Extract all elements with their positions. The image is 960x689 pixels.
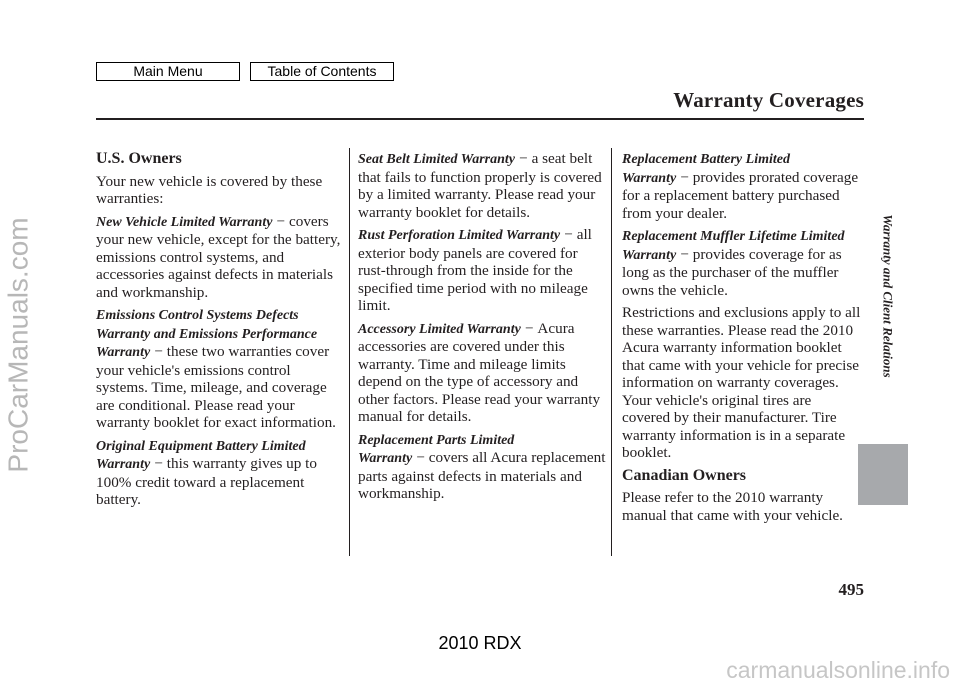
warranty-description: a seat belt that fails to function properly is covered by a limited warranty. Please read your warranty booklet for details.	[358, 150, 602, 221]
paragraph: Your new vehicle is covered by these warranties:	[96, 172, 323, 207]
warranty-item	[96, 437, 342, 509]
warranty-item	[358, 431, 606, 503]
warranty-term: Replacement Muffler Lifetime Limited Warranty	[622, 229, 845, 263]
section-heading-us-owners: U.S. Owners	[96, 150, 182, 167]
section-side-tab-label: Warranty and Client Relations	[881, 213, 897, 378]
warranty-item	[622, 227, 862, 299]
dash-separator: −	[680, 168, 689, 186]
warranty-item	[96, 306, 342, 432]
text-column-1	[96, 150, 342, 514]
column-divider	[349, 148, 350, 556]
warranty-term: Accessory Limited Warranty	[358, 321, 521, 337]
watermark-bottom: carmanualsonline.info	[726, 657, 950, 683]
warranty-item	[96, 213, 342, 302]
dash-separator: −	[680, 245, 689, 263]
paragraph: Please refer to the 2010 warranty manual that came with your vehicle.	[622, 489, 843, 524]
header-divider	[96, 118, 864, 120]
dash-separator: −	[564, 226, 573, 243]
warranty-item	[358, 320, 606, 426]
text-column-2	[358, 150, 606, 508]
warranty-description: covers all Acura replacement parts against defects in materials and workmanship.	[358, 449, 606, 502]
model-label: 2010 RDX	[438, 633, 522, 653]
column-divider	[611, 148, 612, 556]
warranty-description: Acura accessories are covered under this warranty. Time and mileage limits depend on the type of accessory and other factors. Please read your warranty manual for details.	[358, 319, 601, 425]
warranty-description: all exterior body panels are covered for rust-through from the inside for the specified time period with no mileage limit.	[358, 226, 592, 314]
dash-separator: −	[276, 212, 285, 230]
warranty-description: provides coverage for as long as the purchaser of the muffler owns the vehicle.	[622, 245, 842, 299]
watermark-left-text: ProCarManuals.com	[3, 216, 35, 473]
warranty-term: Original Equipment Battery Limited Warranty	[96, 438, 306, 472]
dash-separator: −	[154, 455, 163, 472]
warranty-description: provides prorated coverage for a replacement battery purchased from your dealer.	[622, 168, 859, 222]
main-menu-button[interactable]: Main Menu	[96, 62, 240, 81]
text-column-3	[622, 150, 862, 529]
warranty-term: Replacement Parts Limited Warranty	[358, 432, 515, 466]
warranty-term: New Vehicle Limited Warranty	[96, 214, 273, 230]
page-number: 495	[838, 580, 864, 599]
section-side-tab	[876, 128, 900, 463]
dash-separator: −	[416, 449, 425, 466]
warranty-item	[358, 150, 606, 221]
dash-separator: −	[154, 343, 163, 360]
dash-separator: −	[524, 319, 534, 337]
warranty-term: Seat Belt Limited Warranty	[358, 152, 515, 167]
section-tab-marker	[858, 444, 908, 505]
page-title: Warranty Coverages	[673, 88, 864, 112]
warranty-description: covers your new vehicle, except for the battery, emissions control systems, and accessories against defects in materials and workmanship.	[96, 212, 341, 301]
warranty-term: Emissions Control Systems Defects Warranty and Emissions Performance Warranty	[96, 308, 318, 360]
warranty-item	[358, 226, 606, 315]
warranty-description: these two warranties cover your vehicle's emissions control systems. Time, mileage, and coverage are conditional. Please read your warranty booklet for exact information.	[96, 343, 336, 431]
warranty-description: this warranty gives up to 100% credit toward a replacement battery.	[96, 455, 317, 508]
dash-separator: −	[519, 150, 528, 167]
warranty-item	[622, 150, 862, 222]
paragraph: Restrictions and exclusions apply to all these warranties. Please read the 2010 Acura warranty information booklet that came with your vehicle for precise information on warranty coverages. Your vehicle's original tires are covered by their manufacturer. Tire warranty information is in a separate booklet.	[622, 304, 861, 461]
warranty-term: Rust Perforation Limited Warranty	[358, 228, 561, 243]
table-of-contents-button[interactable]: Table of Contents	[250, 62, 394, 81]
section-heading-canadian-owners: Canadian Owners	[622, 466, 747, 484]
warranty-term: Replacement Battery Limited Warranty	[622, 152, 790, 186]
watermark-left	[0, 0, 38, 689]
